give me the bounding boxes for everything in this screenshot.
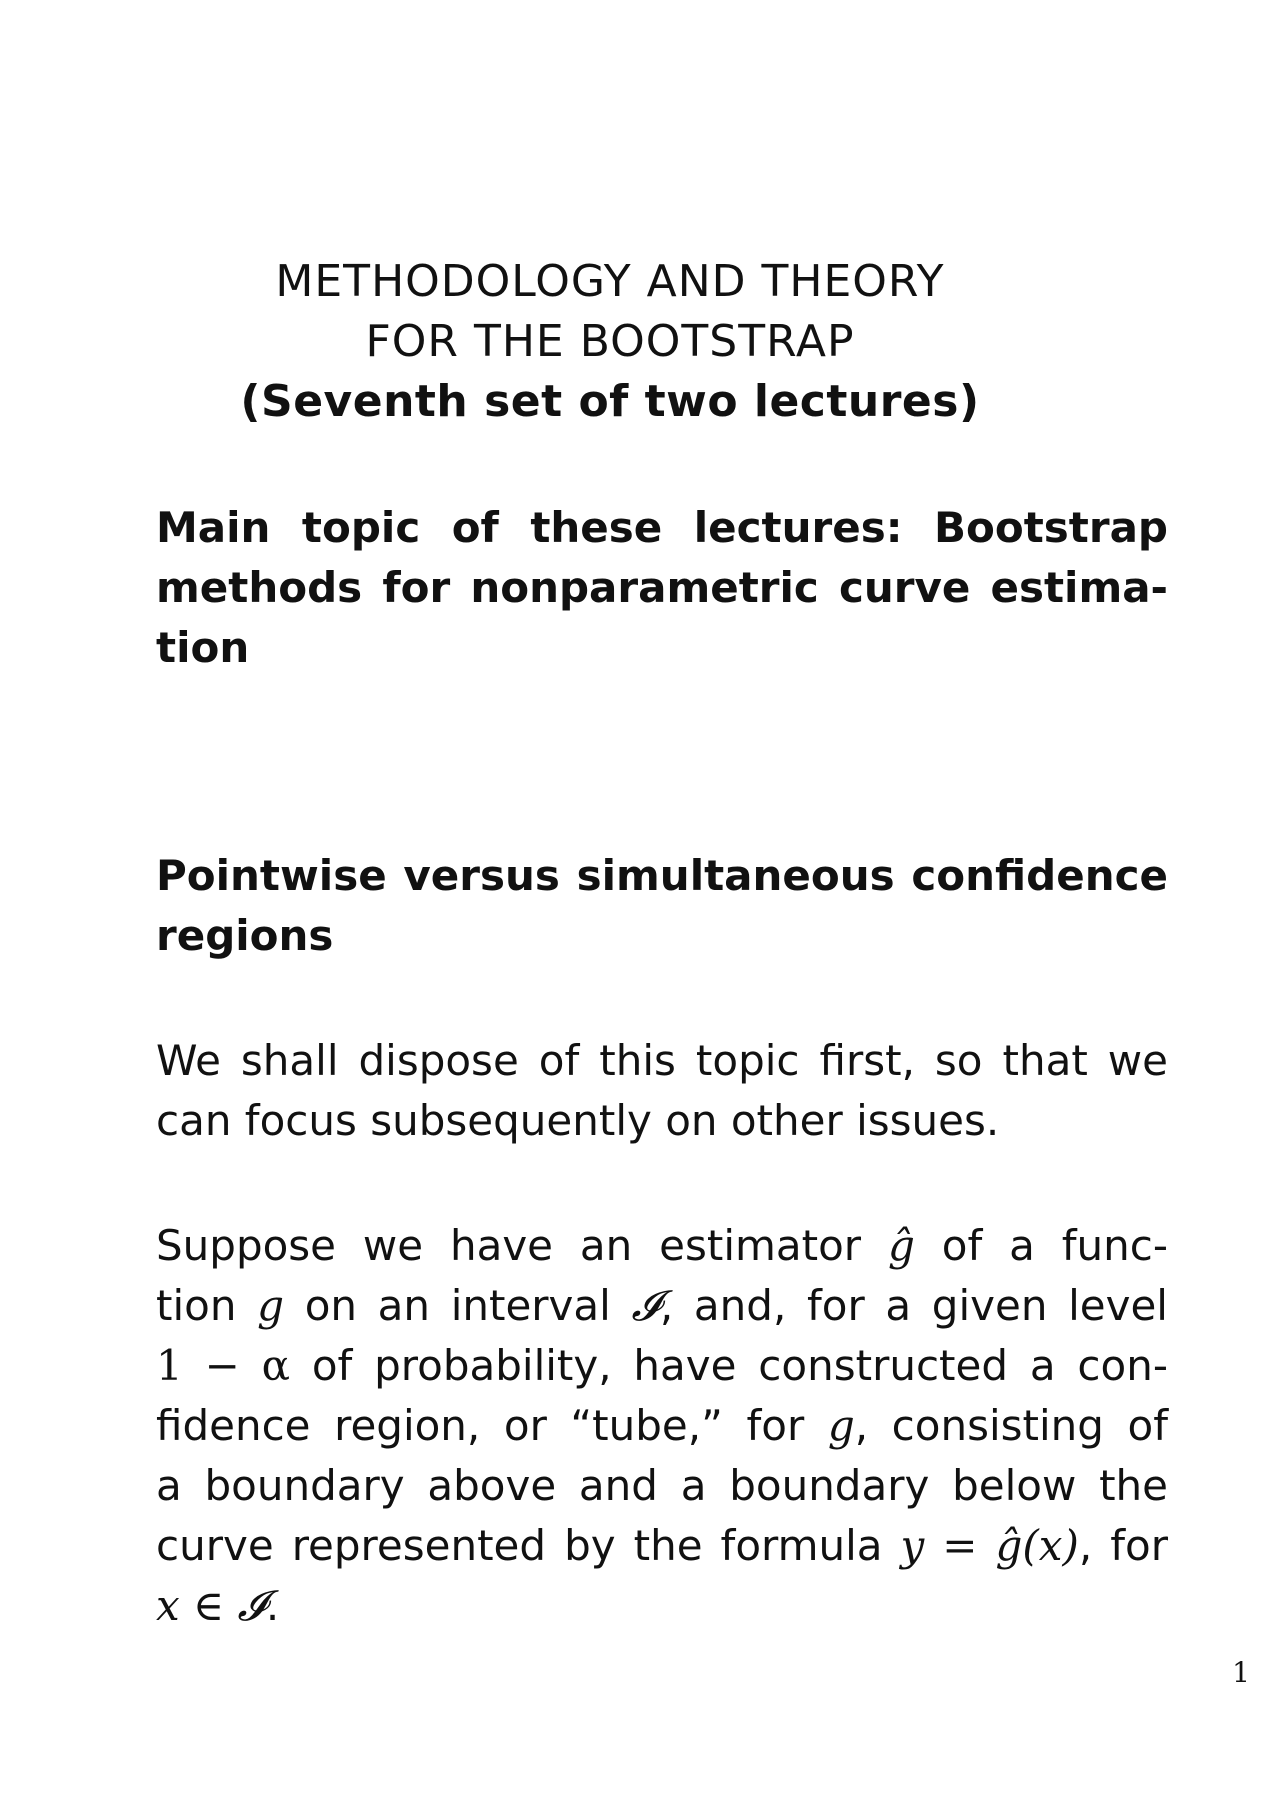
body-line-5: a boundary above and a boundary below the bbox=[156, 1461, 1168, 1510]
body-text: tion bbox=[156, 1281, 237, 1330]
section-heading bbox=[156, 846, 1168, 966]
math-g: g bbox=[257, 1281, 285, 1330]
page-number: 1 bbox=[1232, 1656, 1250, 1689]
body-line-3 bbox=[156, 1336, 1168, 1396]
section-heading-line-1: Pointwise versus simultaneous confidence bbox=[156, 851, 1168, 900]
title-line-2: FOR THE BOOTSTRAP bbox=[365, 316, 855, 367]
body-text: Suppose we have an estimator bbox=[156, 1221, 862, 1270]
intro-paragraph bbox=[156, 1031, 1168, 1151]
section-heading-line-2: regions bbox=[156, 911, 334, 960]
document-title bbox=[0, 252, 1220, 432]
math-y-equals-g-hat-x: y = ĝ(x) bbox=[900, 1521, 1079, 1570]
body-text: , for bbox=[1078, 1521, 1169, 1570]
main-topic-paragraph bbox=[156, 498, 1168, 678]
math-g: g bbox=[827, 1401, 855, 1450]
math-x-in-interval: x ∈ 𝓘 bbox=[156, 1581, 266, 1630]
body-line-7 bbox=[156, 1576, 1168, 1636]
body-text: fidence region, or “tube,” for bbox=[156, 1401, 805, 1450]
math-g-hat: ĝ bbox=[887, 1221, 915, 1270]
topic-line-3: tion bbox=[156, 623, 250, 672]
intro-line-1: We shall dispose of this topic first, so that we bbox=[156, 1036, 1168, 1085]
body-line-1 bbox=[156, 1216, 1168, 1276]
topic-line-1: Main topic of these lectures: Bootstrap bbox=[156, 503, 1168, 552]
body-line-4 bbox=[156, 1396, 1168, 1456]
body-line-6 bbox=[156, 1516, 1168, 1576]
body-text: . bbox=[265, 1581, 280, 1630]
math-one-minus-alpha: 1 − α bbox=[156, 1341, 290, 1390]
title-line-1: METHODOLOGY AND THEORY bbox=[275, 256, 945, 307]
body-text: of probability, have constructed a con- bbox=[311, 1341, 1168, 1390]
body-text: , and, for a given level bbox=[659, 1281, 1168, 1330]
body-text: , consisting of bbox=[854, 1401, 1168, 1450]
title-subtitle: (Seventh set of two lectures) bbox=[240, 376, 980, 427]
body-line-2 bbox=[156, 1276, 1168, 1336]
body-paragraph bbox=[156, 1216, 1168, 1636]
body-text: on an interval bbox=[304, 1281, 611, 1330]
topic-line-2: methods for nonparametric curve estima- bbox=[156, 563, 1168, 612]
body-text: curve represented by the formula bbox=[156, 1521, 883, 1570]
body-text: of a func- bbox=[941, 1221, 1168, 1270]
intro-line-2: can focus subsequently on other issues. bbox=[156, 1096, 1000, 1145]
math-interval-symbol: 𝓘 bbox=[631, 1281, 660, 1330]
